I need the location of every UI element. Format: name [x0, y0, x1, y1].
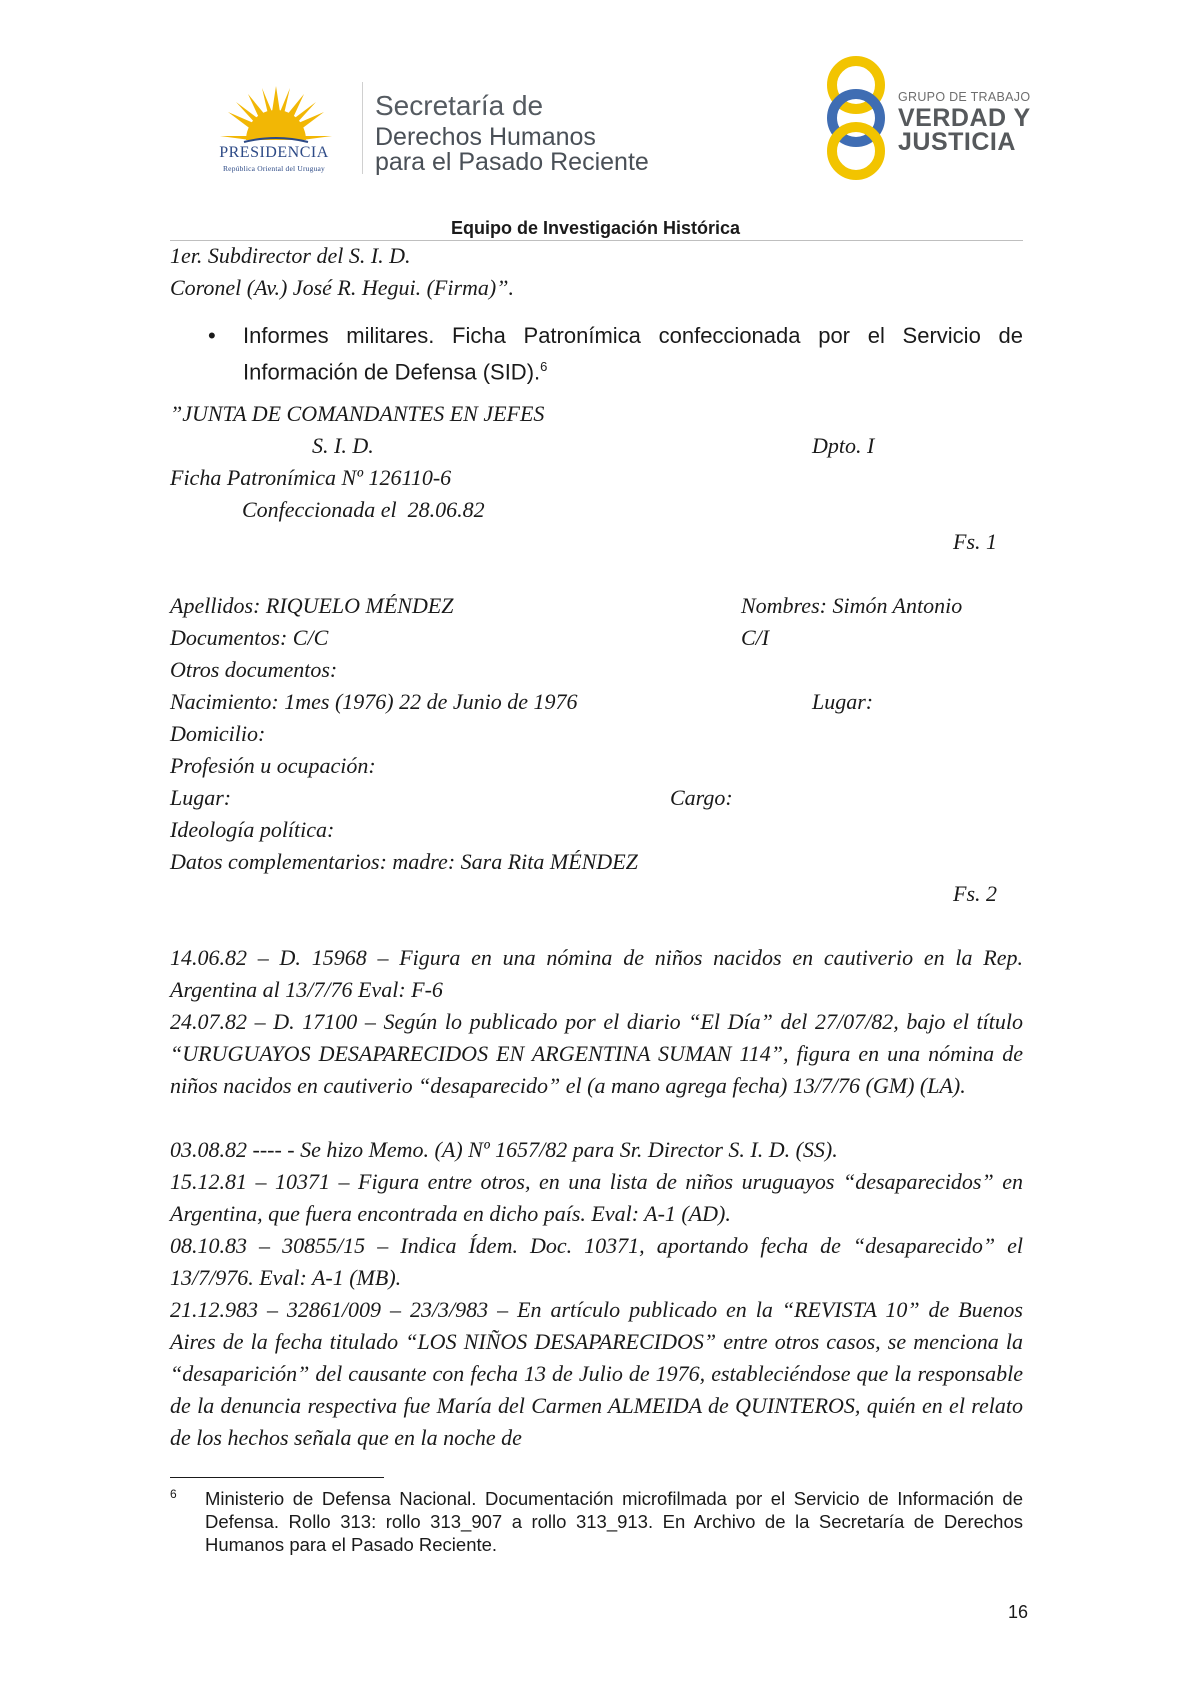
- ficha-confeccionada: Confeccionada el 28.06.82: [242, 497, 485, 522]
- ficha-documentos: Documentos: C/C: [170, 625, 329, 650]
- ficha-fs1: Fs. 1: [953, 529, 997, 554]
- ficha-apellidos: Apellidos: RIQUELO MÉNDEZ: [170, 593, 454, 618]
- ficha-nombres: Nombres: Simón Antonio: [741, 593, 963, 618]
- verdad-justicia-rings-logo: [820, 55, 892, 181]
- ficha-datos-complementarios: Datos complementarios: madre: Sara Rita MÉNDEZ: [170, 849, 638, 874]
- footnote-rule: [170, 1477, 384, 1478]
- page-number: 16: [1007, 1602, 1028, 1622]
- bullet-paragraph: [243, 320, 1023, 387]
- footnote-number: 6: [170, 1487, 177, 1501]
- ficha-otros-documentos: Otros documentos:: [170, 657, 338, 682]
- entry-paragraph: 14.06.82 – D. 15968 – Figura en una nómina de niños nacidos en cautiverio en la Rep. Argentina al 13/7/76 Eval: F-6: [170, 945, 1023, 1002]
- bullet-text: Informes militares. Ficha Patronímica confeccionada por el Servicio de Información de Defensa (SID).: [243, 323, 1023, 385]
- ficha-dpto: Dpto. I: [812, 433, 875, 458]
- signature-line-2: Coronel (Av.) José R. Hegui. (Firma)”.: [170, 275, 514, 300]
- presidencia-sun-logo: [196, 82, 356, 177]
- presidencia-title: PRESIDENCIA: [219, 144, 329, 161]
- entry-paragraph: 24.07.82 – D. 17100 – Según lo publicado por el diario “El Día” del 27/07/82, bajo el título “URUGUAYOS DESAPARECIDOS EN ARGENTINA SUMAN 114”, figura en una nómina de niños nacidos en cautiverio “desaparecido” el (a mano agrega fecha) 13/7/76 (GM) (LA).: [170, 1009, 1023, 1098]
- footnote-text: Ministerio de Defensa Nacional. Documentación microfilmada por el Servicio de Información de Defensa. Rollo 313: rollo 313_907 a rollo 313_913. En Archivo de la Secretaría de Derechos Humanos para el Pasado Reciente.: [205, 1488, 1023, 1555]
- ficha-junta: ”JUNTA DE COMANDANTES EN JEFES: [170, 401, 545, 426]
- ficha-nacimiento: Nacimiento: 1mes (1976) 22 de Junio de 1976: [170, 689, 578, 714]
- secretaria-line3: para el Pasado Reciente: [375, 148, 649, 176]
- ficha-sid: S. I. D.: [312, 433, 374, 458]
- ficha-cargo: Cargo:: [670, 785, 733, 810]
- entry-paragraph: 15.12.81 – 10371 – Figura entre otros, en una lista de niños uruguayos “desaparecidos” en Argentina, que fuera encontrada en dicho país. Eval: A-1 (AD).: [170, 1169, 1023, 1226]
- grupo-label: GRUPO DE TRABAJO: [898, 90, 1031, 104]
- ficha-lugar-1: Lugar:: [812, 689, 874, 714]
- secretaria-line2: Derechos Humanos: [375, 123, 596, 151]
- secretaria-line1: Secretaría de: [375, 90, 544, 121]
- bullet-marker: •: [208, 323, 216, 348]
- entry-paragraph: 21.12.983 – 32861/009 – 23/3/983 – En artículo publicado en la “REVISTA 10” de Buenos Aires de la fecha titulado “LOS NIÑOS DESAPARECIDOS” entre otros casos, se menciona la “desaparición” del causante con fecha 13 de Julio de 1976, estableciéndose que la responsable de la denuncia respectiva fue María del Carmen ALMEIDA de QUINTEROS, quién en el relato de los hechos señala que en la noche de: [170, 1297, 1023, 1450]
- ficha-lugar-2: Lugar:: [170, 785, 232, 810]
- ficha-ci: C/I: [741, 625, 770, 650]
- team-title: Equipo de Investigación Histórica: [450, 218, 741, 238]
- ficha-number: Ficha Patronímica Nº 126110-6: [170, 465, 452, 490]
- ficha-domicilio: Domicilio:: [170, 721, 266, 746]
- ficha-ideologia: Ideología política:: [170, 817, 335, 842]
- verdad-label: VERDAD Y: [898, 104, 1031, 132]
- header-divider: [362, 82, 363, 174]
- ficha-profesion: Profesión u ocupación:: [170, 753, 376, 778]
- footnote-reference: 6: [540, 359, 548, 374]
- justicia-label: JUSTICIA: [898, 128, 1016, 156]
- ficha-fs2: Fs. 2: [953, 881, 997, 906]
- presidencia-subtitle: República Oriental del Uruguay: [222, 164, 325, 173]
- entry-paragraph: 03.08.82 ---- - Se hizo Memo. (A) Nº 1657/82 para Sr. Director S. I. D. (SS).: [170, 1137, 838, 1162]
- entry-paragraph: 08.10.83 – 30855/15 – Indica Ídem. Doc. 10371, aportando fecha de “desaparecido” el 13/7/976. Eval: A-1 (MB).: [170, 1233, 1023, 1290]
- signature-line-1: 1er. Subdirector del S. I. D.: [170, 243, 411, 268]
